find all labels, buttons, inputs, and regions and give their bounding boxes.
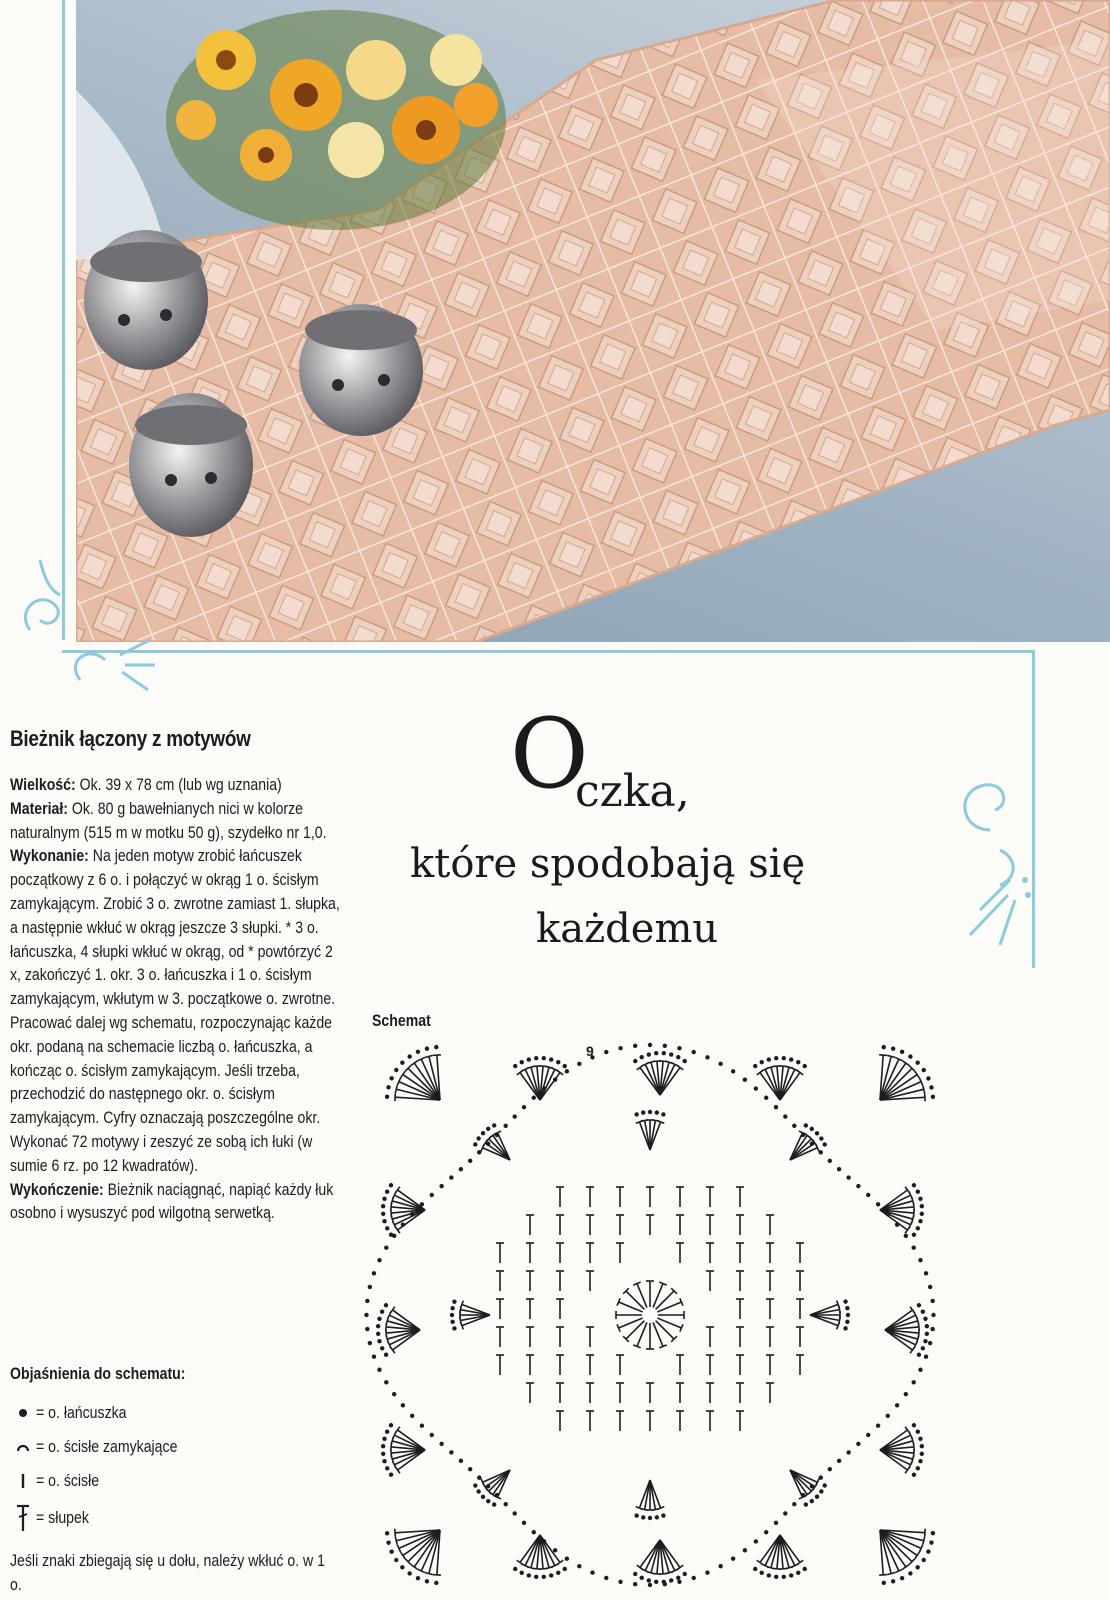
material-label: Materiał:: [10, 799, 68, 818]
photo-table-runner: [76, 0, 1110, 642]
flower-bouquet: [166, 10, 506, 230]
headline-line3: każdemu: [536, 906, 719, 952]
schema-label: Schemat: [372, 1012, 431, 1030]
frame-line-left: [62, 0, 65, 640]
legend-text: = o. łańcuszka: [36, 1403, 127, 1422]
material-text: Ok. 80 g bawełnianych nici w kolorze naturalnym (515 m w motku 50 g), szydełko nr 1,0.: [10, 799, 327, 842]
candle-cup-1: [84, 230, 208, 370]
swirl-ornament-right: [940, 760, 1050, 970]
article-title: Bieżnik łączony z motywów: [10, 726, 251, 751]
arc-icon: [10, 1441, 36, 1453]
legend-text: = słupek: [36, 1508, 89, 1527]
legend-item: [10, 1498, 340, 1538]
headline-line2: które spodobają się: [410, 841, 806, 887]
legend: [10, 1365, 340, 1598]
finish-label: Wykończenie:: [10, 1180, 104, 1199]
frame-line-mid: [62, 650, 1032, 653]
finish-text: Bieżnik naciągnąć, napiąć każdy łuk osobno i wysuszyć pod wilgotną serwetką.: [10, 1180, 334, 1223]
legend-item: [10, 1396, 340, 1430]
candle-cup-2: [299, 304, 423, 436]
candle-cup-3: [129, 393, 253, 537]
article-body: [10, 774, 340, 1226]
legend-text: = o. ścisłe: [36, 1471, 100, 1490]
headline-line1: czka,: [575, 766, 690, 817]
swirl-ornament-left: [10, 550, 160, 700]
legend-title: Objaśnienia do schematu:: [10, 1365, 186, 1383]
legend-item: [10, 1464, 340, 1498]
dot-icon: [10, 1407, 36, 1419]
photo-illustration: [76, 0, 1110, 642]
stitch-t-icon: [10, 1503, 36, 1533]
bar-icon: [10, 1472, 36, 1490]
crochet-diagram: [360, 1030, 970, 1600]
size-label: Wielkość:: [10, 776, 76, 794]
method-label: Wykonanie:: [10, 847, 89, 866]
article-column: [10, 726, 340, 1226]
size-text: Ok. 39 x 78 cm (lub wg uznania): [75, 776, 282, 794]
legend-item: [10, 1430, 340, 1464]
legend-text: = o. ścisłe zamykające: [36, 1437, 178, 1456]
row-number: 9: [586, 1043, 594, 1059]
legend-note: Jeśli znaki zbiegają się u dołu, należy wkłuć o. w 1 o.: [10, 1552, 325, 1594]
headline-initial: O: [510, 698, 589, 810]
method-text: Na jeden motyw zrobić łańcuszek początkowy z 6 o. i połączyć w okrąg 1 o. ścisłym zamykającym. Zrobić 3 o. zwrotne zamiast 1. słupka, a następnie wkłuć w okrąg jeszcze 3 słupki. * 3 o. łańcuszka, 4 słupki wkłuć w okrąg, od * powtórzyć 2 x, zakończyć 1. okr. 3 o. łańcuszka i 1 o. ścisłym zamykającym, wkłutym w 3. początkowe o. zwrotne. Pracować dalej wg schematu, rozpoczynając każde okr. podaną na schemacie liczbą o. łańcuszka, a kończąc o. ścisłym zamykającym. Jeśli trzeba, przechodzić do następnego okr. o. ścisłym zamykającym. Cyfry oznaczają poszczególne okr. Wykonać 72 motywy i zeszyć ze sobą ich łuki (w sumie 6 rz. po 12 kwadratów).: [10, 847, 340, 1175]
